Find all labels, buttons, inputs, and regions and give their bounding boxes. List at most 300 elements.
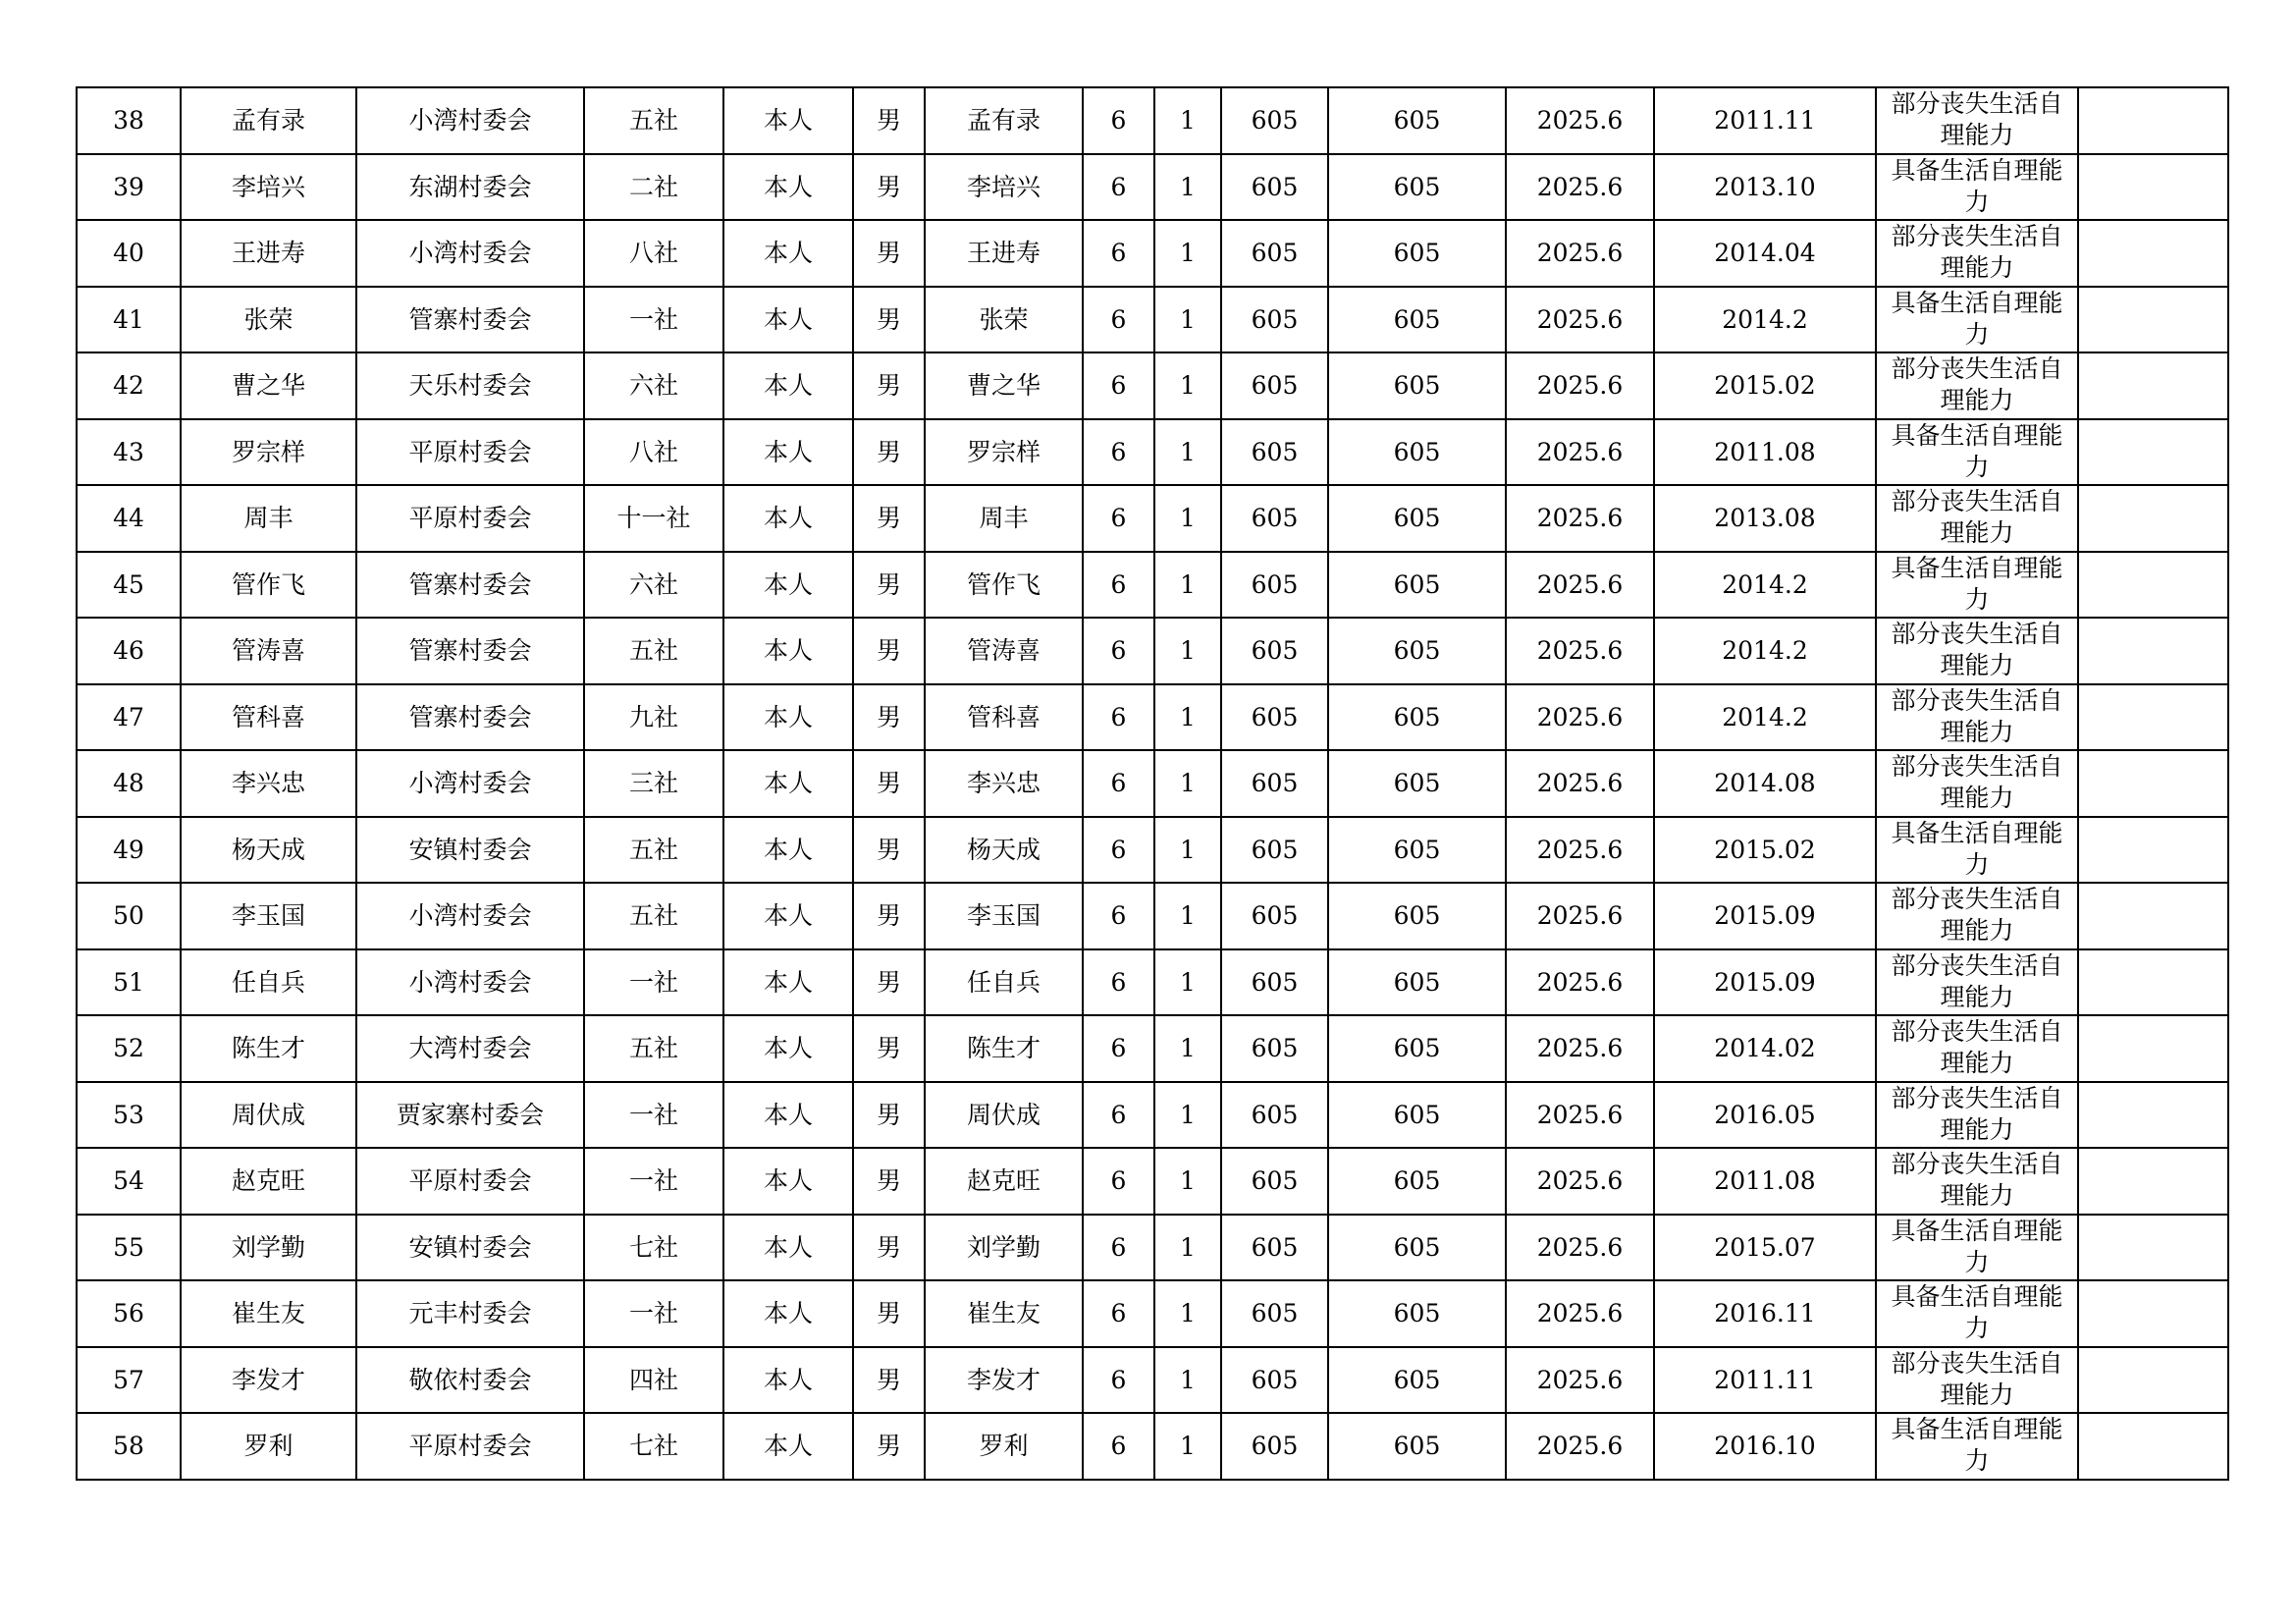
self-care-condition-cell (1876, 220, 2078, 287)
count-a-cell: 6 (1083, 154, 1154, 221)
table-row (77, 750, 2228, 817)
row-number-cell: 43 (77, 419, 181, 486)
count-b-cell: 1 (1154, 949, 1221, 1016)
remark-cell (2078, 1148, 2228, 1215)
condition-text: 部分丧失生活自理能力 (1891, 354, 2063, 414)
period-cell: 2025.6 (1506, 552, 1654, 619)
name-cell: 赵克旺 (181, 1148, 356, 1215)
group-cell: 一社 (584, 1082, 723, 1149)
self-care-condition-cell (1876, 1347, 2078, 1414)
count-a-cell: 6 (1083, 1413, 1154, 1480)
condition-text: 具备生活自理能力 (1891, 1415, 2063, 1475)
village-committee-cell: 小湾村委会 (356, 949, 584, 1016)
payee-cell: 王进寿 (925, 220, 1083, 287)
relation-cell: 本人 (723, 1082, 853, 1149)
remark-cell (2078, 817, 2228, 884)
group-cell: 五社 (584, 883, 723, 949)
village-committee-cell: 小湾村委会 (356, 750, 584, 817)
count-b-cell: 1 (1154, 352, 1221, 419)
group-cell: 一社 (584, 949, 723, 1016)
village-committee-cell: 平原村委会 (356, 1148, 584, 1215)
condition-text: 部分丧失生活自理能力 (1891, 487, 2063, 547)
payee-cell: 李兴忠 (925, 750, 1083, 817)
amount-a-cell: 605 (1221, 1148, 1328, 1215)
village-committee-cell: 安镇村委会 (356, 1215, 584, 1281)
village-committee-cell: 管寨村委会 (356, 618, 584, 684)
count-b-cell: 1 (1154, 1215, 1221, 1281)
row-number-cell: 49 (77, 817, 181, 884)
amount-a-cell: 605 (1221, 949, 1328, 1016)
sex-cell: 男 (853, 1215, 925, 1281)
period-cell: 2025.6 (1506, 750, 1654, 817)
since-date-cell: 2014.08 (1654, 750, 1876, 817)
count-b-cell: 1 (1154, 287, 1221, 353)
amount-a-cell: 605 (1221, 883, 1328, 949)
name-cell: 杨天成 (181, 817, 356, 884)
since-date-cell: 2011.08 (1654, 419, 1876, 486)
relation-cell: 本人 (723, 684, 853, 751)
self-care-condition-cell (1876, 485, 2078, 552)
payee-cell: 周丰 (925, 485, 1083, 552)
amount-b-cell: 605 (1328, 154, 1506, 221)
condition-text: 部分丧失生活自理能力 (1891, 752, 2063, 812)
village-committee-cell: 平原村委会 (356, 485, 584, 552)
name-cell: 罗利 (181, 1413, 356, 1480)
name-cell: 王进寿 (181, 220, 356, 287)
condition-text: 部分丧失生活自理能力 (1891, 1017, 2063, 1077)
since-date-cell: 2014.02 (1654, 1015, 1876, 1082)
row-number-cell: 56 (77, 1280, 181, 1347)
row-number-cell: 42 (77, 352, 181, 419)
amount-b-cell: 605 (1328, 1148, 1506, 1215)
count-b-cell: 1 (1154, 154, 1221, 221)
condition-text: 部分丧失生活自理能力 (1891, 222, 2063, 282)
amount-a-cell: 605 (1221, 1215, 1328, 1281)
count-a-cell: 6 (1083, 87, 1154, 154)
self-care-condition-cell (1876, 1413, 2078, 1480)
table-row (77, 1413, 2228, 1480)
table-row (77, 485, 2228, 552)
self-care-condition-cell (1876, 287, 2078, 353)
relation-cell: 本人 (723, 618, 853, 684)
remark-cell (2078, 1280, 2228, 1347)
remark-cell (2078, 87, 2228, 154)
period-cell: 2025.6 (1506, 485, 1654, 552)
table-row (77, 618, 2228, 684)
self-care-condition-cell (1876, 750, 2078, 817)
relation-cell: 本人 (723, 1015, 853, 1082)
village-committee-cell: 平原村委会 (356, 419, 584, 486)
sex-cell: 男 (853, 883, 925, 949)
payee-cell: 管涛喜 (925, 618, 1083, 684)
amount-b-cell: 605 (1328, 485, 1506, 552)
village-committee-cell: 管寨村委会 (356, 287, 584, 353)
condition-text: 具备生活自理能力 (1891, 288, 2063, 349)
amount-b-cell: 605 (1328, 750, 1506, 817)
remark-cell (2078, 485, 2228, 552)
village-committee-cell: 平原村委会 (356, 1413, 584, 1480)
count-a-cell: 6 (1083, 352, 1154, 419)
name-cell: 管作飞 (181, 552, 356, 619)
remark-cell (2078, 220, 2228, 287)
beneficiary-table (76, 86, 2229, 1481)
sex-cell: 男 (853, 552, 925, 619)
relation-cell: 本人 (723, 1280, 853, 1347)
amount-a-cell: 605 (1221, 618, 1328, 684)
period-cell: 2025.6 (1506, 817, 1654, 884)
name-cell: 张荣 (181, 287, 356, 353)
payee-cell: 刘学勤 (925, 1215, 1083, 1281)
village-committee-cell: 东湖村委会 (356, 154, 584, 221)
since-date-cell: 2013.08 (1654, 485, 1876, 552)
count-b-cell: 1 (1154, 1413, 1221, 1480)
payee-cell: 李发才 (925, 1347, 1083, 1414)
condition-text: 部分丧失生活自理能力 (1891, 1150, 2063, 1210)
since-date-cell: 2013.10 (1654, 154, 1876, 221)
count-a-cell: 6 (1083, 750, 1154, 817)
relation-cell: 本人 (723, 883, 853, 949)
count-b-cell: 1 (1154, 1015, 1221, 1082)
remark-cell (2078, 154, 2228, 221)
table-row (77, 684, 2228, 751)
since-date-cell: 2016.10 (1654, 1413, 1876, 1480)
condition-text: 部分丧失生活自理能力 (1891, 885, 2063, 945)
amount-a-cell: 605 (1221, 552, 1328, 619)
relation-cell: 本人 (723, 1413, 853, 1480)
sex-cell: 男 (853, 1015, 925, 1082)
condition-text: 具备生活自理能力 (1891, 1282, 2063, 1342)
amount-b-cell: 605 (1328, 883, 1506, 949)
since-date-cell: 2014.2 (1654, 552, 1876, 619)
count-a-cell: 6 (1083, 1280, 1154, 1347)
payee-cell: 罗宗样 (925, 419, 1083, 486)
self-care-condition-cell (1876, 817, 2078, 884)
payee-cell: 罗利 (925, 1413, 1083, 1480)
count-b-cell: 1 (1154, 750, 1221, 817)
since-date-cell: 2014.2 (1654, 684, 1876, 751)
condition-text: 部分丧失生活自理能力 (1891, 89, 2063, 149)
relation-cell: 本人 (723, 352, 853, 419)
amount-b-cell: 605 (1328, 287, 1506, 353)
amount-a-cell: 605 (1221, 352, 1328, 419)
period-cell: 2025.6 (1506, 1148, 1654, 1215)
row-number-cell: 44 (77, 485, 181, 552)
relation-cell: 本人 (723, 220, 853, 287)
village-committee-cell: 天乐村委会 (356, 352, 584, 419)
table-row (77, 1215, 2228, 1281)
self-care-condition-cell (1876, 1015, 2078, 1082)
period-cell: 2025.6 (1506, 949, 1654, 1016)
payee-cell: 李培兴 (925, 154, 1083, 221)
self-care-condition-cell (1876, 1280, 2078, 1347)
count-b-cell: 1 (1154, 1082, 1221, 1149)
condition-text: 具备生活自理能力 (1891, 553, 2063, 614)
sex-cell: 男 (853, 817, 925, 884)
condition-text: 部分丧失生活自理能力 (1891, 1083, 2063, 1144)
name-cell: 李发才 (181, 1347, 356, 1414)
table-row (77, 552, 2228, 619)
table-body (77, 87, 2228, 1480)
sex-cell: 男 (853, 1413, 925, 1480)
group-cell: 七社 (584, 1215, 723, 1281)
row-number-cell: 57 (77, 1347, 181, 1414)
sex-cell: 男 (853, 1082, 925, 1149)
sex-cell: 男 (853, 287, 925, 353)
sex-cell: 男 (853, 1347, 925, 1414)
period-cell: 2025.6 (1506, 618, 1654, 684)
amount-b-cell: 605 (1328, 618, 1506, 684)
period-cell: 2025.6 (1506, 684, 1654, 751)
row-number-cell: 39 (77, 154, 181, 221)
count-a-cell: 6 (1083, 883, 1154, 949)
table-row (77, 817, 2228, 884)
relation-cell: 本人 (723, 1215, 853, 1281)
self-care-condition-cell (1876, 87, 2078, 154)
remark-cell (2078, 883, 2228, 949)
condition-text: 具备生活自理能力 (1891, 155, 2063, 216)
condition-text: 具备生活自理能力 (1891, 1216, 2063, 1276)
condition-text: 部分丧失生活自理能力 (1891, 620, 2063, 679)
count-a-cell: 6 (1083, 419, 1154, 486)
amount-a-cell: 605 (1221, 1280, 1328, 1347)
row-number-cell: 45 (77, 552, 181, 619)
sex-cell: 男 (853, 352, 925, 419)
since-date-cell: 2015.02 (1654, 817, 1876, 884)
relation-cell: 本人 (723, 817, 853, 884)
count-b-cell: 1 (1154, 1280, 1221, 1347)
sex-cell: 男 (853, 485, 925, 552)
table-row (77, 87, 2228, 154)
self-care-condition-cell (1876, 618, 2078, 684)
group-cell: 一社 (584, 1148, 723, 1215)
name-cell: 曹之华 (181, 352, 356, 419)
name-cell: 管科喜 (181, 684, 356, 751)
count-a-cell: 6 (1083, 1082, 1154, 1149)
village-committee-cell: 元丰村委会 (356, 1280, 584, 1347)
count-b-cell: 1 (1154, 419, 1221, 486)
remark-cell (2078, 1413, 2228, 1480)
count-b-cell: 1 (1154, 684, 1221, 751)
count-a-cell: 6 (1083, 817, 1154, 884)
payee-cell: 管科喜 (925, 684, 1083, 751)
amount-a-cell: 605 (1221, 1015, 1328, 1082)
period-cell: 2025.6 (1506, 1015, 1654, 1082)
amount-a-cell: 605 (1221, 485, 1328, 552)
group-cell: 八社 (584, 419, 723, 486)
relation-cell: 本人 (723, 485, 853, 552)
payee-cell: 李玉国 (925, 883, 1083, 949)
condition-text: 部分丧失生活自理能力 (1891, 685, 2063, 746)
group-cell: 五社 (584, 87, 723, 154)
count-b-cell: 1 (1154, 817, 1221, 884)
name-cell: 李玉国 (181, 883, 356, 949)
amount-b-cell: 605 (1328, 1280, 1506, 1347)
count-b-cell: 1 (1154, 220, 1221, 287)
period-cell: 2025.6 (1506, 1280, 1654, 1347)
group-cell: 九社 (584, 684, 723, 751)
payee-cell: 周伏成 (925, 1082, 1083, 1149)
amount-a-cell: 605 (1221, 1413, 1328, 1480)
self-care-condition-cell (1876, 352, 2078, 419)
relation-cell: 本人 (723, 949, 853, 1016)
period-cell: 2025.6 (1506, 154, 1654, 221)
table-row (77, 220, 2228, 287)
amount-a-cell: 605 (1221, 750, 1328, 817)
relation-cell: 本人 (723, 750, 853, 817)
period-cell: 2025.6 (1506, 1215, 1654, 1281)
count-a-cell: 6 (1083, 1347, 1154, 1414)
group-cell: 七社 (584, 1413, 723, 1480)
amount-b-cell: 605 (1328, 684, 1506, 751)
table-row (77, 287, 2228, 353)
group-cell: 一社 (584, 287, 723, 353)
condition-text: 部分丧失生活自理能力 (1891, 950, 2063, 1011)
period-cell: 2025.6 (1506, 1082, 1654, 1149)
self-care-condition-cell (1876, 154, 2078, 221)
remark-cell (2078, 419, 2228, 486)
count-a-cell: 6 (1083, 287, 1154, 353)
sex-cell: 男 (853, 750, 925, 817)
relation-cell: 本人 (723, 419, 853, 486)
relation-cell: 本人 (723, 87, 853, 154)
group-cell: 五社 (584, 618, 723, 684)
remark-cell (2078, 1082, 2228, 1149)
payee-cell: 孟有录 (925, 87, 1083, 154)
table-row (77, 1015, 2228, 1082)
remark-cell (2078, 1347, 2228, 1414)
village-committee-cell: 管寨村委会 (356, 684, 584, 751)
since-date-cell: 2016.05 (1654, 1082, 1876, 1149)
count-a-cell: 6 (1083, 552, 1154, 619)
period-cell: 2025.6 (1506, 1413, 1654, 1480)
village-committee-cell: 管寨村委会 (356, 552, 584, 619)
payee-cell: 曹之华 (925, 352, 1083, 419)
count-a-cell: 6 (1083, 618, 1154, 684)
amount-b-cell: 605 (1328, 1082, 1506, 1149)
row-number-cell: 52 (77, 1015, 181, 1082)
count-b-cell: 1 (1154, 485, 1221, 552)
period-cell: 2025.6 (1506, 1347, 1654, 1414)
remark-cell (2078, 750, 2228, 817)
sex-cell: 男 (853, 1280, 925, 1347)
period-cell: 2025.6 (1506, 352, 1654, 419)
name-cell: 任自兵 (181, 949, 356, 1016)
since-date-cell: 2011.08 (1654, 1148, 1876, 1215)
amount-a-cell: 605 (1221, 87, 1328, 154)
payee-cell: 杨天成 (925, 817, 1083, 884)
sex-cell: 男 (853, 684, 925, 751)
relation-cell: 本人 (723, 1347, 853, 1414)
group-cell: 八社 (584, 220, 723, 287)
count-a-cell: 6 (1083, 949, 1154, 1016)
since-date-cell: 2015.09 (1654, 883, 1876, 949)
count-b-cell: 1 (1154, 883, 1221, 949)
group-cell: 六社 (584, 352, 723, 419)
row-number-cell: 38 (77, 87, 181, 154)
group-cell: 四社 (584, 1347, 723, 1414)
condition-text: 部分丧失生活自理能力 (1891, 1348, 2063, 1409)
amount-b-cell: 605 (1328, 817, 1506, 884)
amount-b-cell: 605 (1328, 1413, 1506, 1480)
row-number-cell: 40 (77, 220, 181, 287)
amount-b-cell: 605 (1328, 352, 1506, 419)
self-care-condition-cell (1876, 883, 2078, 949)
self-care-condition-cell (1876, 684, 2078, 751)
sex-cell: 男 (853, 154, 925, 221)
remark-cell (2078, 1015, 2228, 1082)
count-a-cell: 6 (1083, 485, 1154, 552)
amount-b-cell: 605 (1328, 949, 1506, 1016)
table-row (77, 1347, 2228, 1414)
name-cell: 崔生友 (181, 1280, 356, 1347)
since-date-cell: 2011.11 (1654, 1347, 1876, 1414)
amount-a-cell: 605 (1221, 419, 1328, 486)
row-number-cell: 50 (77, 883, 181, 949)
period-cell: 2025.6 (1506, 220, 1654, 287)
amount-b-cell: 605 (1328, 1215, 1506, 1281)
name-cell: 周丰 (181, 485, 356, 552)
row-number-cell: 47 (77, 684, 181, 751)
amount-a-cell: 605 (1221, 220, 1328, 287)
row-number-cell: 55 (77, 1215, 181, 1281)
amount-b-cell: 605 (1328, 1015, 1506, 1082)
row-number-cell: 51 (77, 949, 181, 1016)
period-cell: 2025.6 (1506, 87, 1654, 154)
row-number-cell: 54 (77, 1148, 181, 1215)
count-a-cell: 6 (1083, 220, 1154, 287)
group-cell: 二社 (584, 154, 723, 221)
amount-b-cell: 605 (1328, 220, 1506, 287)
name-cell: 周伏成 (181, 1082, 356, 1149)
table-row (77, 1082, 2228, 1149)
relation-cell: 本人 (723, 1148, 853, 1215)
table-row (77, 419, 2228, 486)
period-cell: 2025.6 (1506, 287, 1654, 353)
table-row (77, 1280, 2228, 1347)
village-committee-cell: 大湾村委会 (356, 1015, 584, 1082)
name-cell: 李兴忠 (181, 750, 356, 817)
payee-cell: 管作飞 (925, 552, 1083, 619)
row-number-cell: 48 (77, 750, 181, 817)
payee-cell: 赵克旺 (925, 1148, 1083, 1215)
remark-cell (2078, 287, 2228, 353)
amount-b-cell: 605 (1328, 1347, 1506, 1414)
condition-text: 具备生活自理能力 (1891, 420, 2063, 481)
count-b-cell: 1 (1154, 87, 1221, 154)
row-number-cell: 46 (77, 618, 181, 684)
amount-a-cell: 605 (1221, 684, 1328, 751)
amount-a-cell: 605 (1221, 287, 1328, 353)
self-care-condition-cell (1876, 552, 2078, 619)
group-cell: 六社 (584, 552, 723, 619)
village-committee-cell: 敬依村委会 (356, 1347, 584, 1414)
name-cell: 罗宗样 (181, 419, 356, 486)
name-cell: 管涛喜 (181, 618, 356, 684)
payee-cell: 张荣 (925, 287, 1083, 353)
sex-cell: 男 (853, 618, 925, 684)
sex-cell: 男 (853, 949, 925, 1016)
remark-cell (2078, 684, 2228, 751)
name-cell: 孟有录 (181, 87, 356, 154)
remark-cell (2078, 1215, 2228, 1281)
sex-cell: 男 (853, 419, 925, 486)
row-number-cell: 53 (77, 1082, 181, 1149)
since-date-cell: 2015.07 (1654, 1215, 1876, 1281)
since-date-cell: 2016.11 (1654, 1280, 1876, 1347)
period-cell: 2025.6 (1506, 883, 1654, 949)
condition-text: 具备生活自理能力 (1891, 818, 2063, 879)
self-care-condition-cell (1876, 1215, 2078, 1281)
